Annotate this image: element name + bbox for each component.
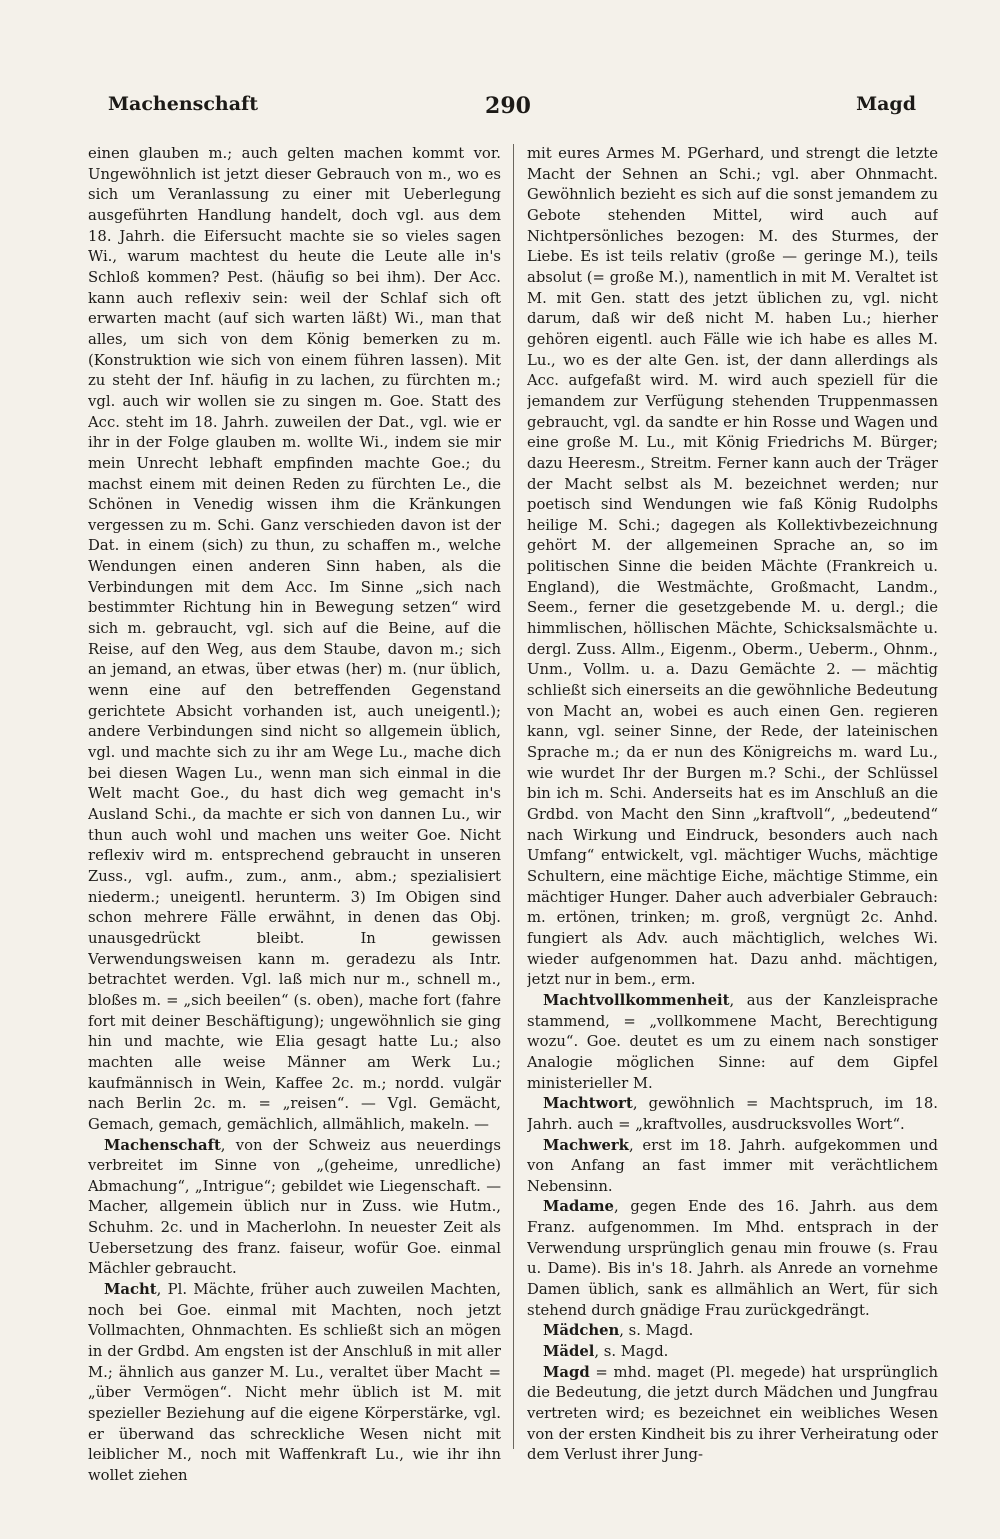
header-left-keyword: Machenschaft [108,93,258,115]
entry-machtwort: Machtwort, gewöhnlich = Machtspruch, im 18. Jahrh. auch = „kraftvolles, ausdrucksvolles Wort“. [527,1095,938,1133]
entry-maedchen: Mädchen, s. Magd. [543,1322,694,1340]
left-paragraph-1: einen glauben m.; auch gelten machen kommt vor. Ungewöhnlich ist jetzt dieser Gebrauch von m., wo es sich um Veranlassung zu einer mit Ueberlegung ausgeführten Handlung handelt, doch vgl. aus dem 18. Jahrh. die Eifersucht machte sie so vieles sagen Wi., warum machtest du heute die Leute alle in's Schloß kommen? Pest. (häufig so bei ihm). Der Acc. kann auch reflexiv sein: weil der Schlaf sich oft erwarten macht (auf sich warten läßt) Wi., man that alles, um sich von dem König bemerken zu m. (Konstruktion wie sich von einem führen lassen). Mit zu steht der Inf. häufig in zu lachen, zu fürchten m.; vgl. auch wir wollen sie zu singen m. Goe. Statt des Acc. steht im 18. Jahrh. zuweilen der Dat., vgl. wie er ihr in der Folge glauben m. wollte Wi., indem sie mir mein Unrecht lebhaft empfinden machte Goe.; du machst einem mit deinen Reden zu fürchten Le., die Schönen in Venedig wissen ihm die Kränkungen vergessen zu m. Schi. Ganz verschieden davon ist der Dat. in einem (sich) zu thun, zu schaffen m., welche Wendungen einen anderen Sinn haben, als die Verbindungen mit dem Acc. Im Sinne „sich nach bestimmter Richtung hin in Bewegung setzen“ wird sich m. gebraucht, vgl. sich auf die Beine, auf die Reise, auf den Weg, aus dem Staube, davon m.; sich an jemand, an etwas, über etwas (her) m. (nur üblich, wenn eine auf den betreffenden Gegenstand gerichtete Absicht vorhanden ist, auch uneigentl.); andere Verbindungen sind nicht so allgemein üblich, vgl. und machte sich zu ihr am Wege Lu., mache dich bei diesen Wagen Lu., wenn man sich einmal in die Welt macht Goe., du hast dich weg gemacht in's Ausland Schi., da machte er sich von dannen Lu., wir thun auch wohl und machen uns weiter Goe. Nicht reflexiv wird m. entsprechend gebraucht in unseren Zuss., vgl. aufm., zum., anm., abm.; spezialisiert niederm.; uneigentl. herunterm. 3) Im Obigen sind schon mehrere Fälle erwähnt, in denen das Obj. unausgedrückt bleibt. In gewissen Verwendungsweisen kann m. geradezu als Intr. betrachtet werden. Vgl. laß mich nur m., schnell m., bloßes m. = „sich beeilen“ (s. oben), mache fort (fahre fort mit deiner Beschäftigung); ungewöhnlich sie ging hin und machte, wie Elia gesagt hatte Lu.; also machten alle weise Männer am Werk Lu.; kaufmännisch in Wein, Kaffee 2c. m.; nordd. vulgär nach Berlin 2c. m. = „reisen“. — Vgl. Gemächt, Gemach, gemach, gemächlich, allmählich, makeln. — [88,145,501,1133]
right-paragraph-1: mit eures Armes M. PGerhard, und strengt die letzte Macht der Sehnen an Schi.; vgl. aber Ohnmacht. Gewöhnlich bezieht es sich auf die sonst jemandem zu Gebote stehenden Mittel, wird auch auf Nichtpersönliches bezogen: M. des Sturmes, der Liebe. Es ist teils relativ (große — geringe M.), teils absolut (= große M.), namentlich in mit M. Veraltet ist M. mit Gen. statt des jetzt üblichen zu, vgl. nicht darum, daß wir deß nicht M. haben Lu.; hierher gehören eigentl. auch Fälle wie ich habe es alles M. Lu., wo es der alte Gen. ist, der dann allerdings als Acc. aufgefaßt wird. M. wird auch speziell für die jemandem zur Verfügung stehenden Truppenmassen gebraucht, vgl. da sandte er hin Rosse und Wagen und eine große M. Lu., mit König Friedrichs M. Bürger; dazu Heeresm., Streitm. Ferner kann auch der Träger der Macht selbst als M. bezeichnet werden; nur poetisch sind Wendungen wie faß König Rudolphs heilige M. Schi.; dagegen als Kollektivbezeichnung gehört M. der allgemeinen Sprache an, so im politischen Sinne die beiden Mächte (Frankreich u. England), die Westmächte, Großmacht, Landm., Seem., ferner die gesetzgebende M. u. dergl.; die himmlischen, höllischen Mächte, Schicksalsmächte u. dergl. Zuss. Allm., Eigenm., Oberm., Ueberm., Ohnm., Unm., Vollm. u. a. Dazu Gemächte 2. — mächtig schließt sich einerseits an die gewöhnliche Bedeutung von Macht an, wobei es auch einen Gen. regieren kann, vgl. seiner Sinne, der Rede, der lateinischen Sprache m.; da er nun des Königreichs m. ward Lu., wie wurdet Ihr der Burgen m.? Schi., der Schlüssel bin ich m. Schi. Anderseits hat es im Anschluß an die Grdbd. von Macht den Sinn „kraftvoll“, „bedeutend“ nach Wirkung und Eindruck, besonders auch nach Umfang“ entwickelt, vgl. mächtiger Wuchs, mächtige Schultern, eine mächtige Eiche, mächtige Stimme, ein mächtiger Hunger. Daher auch adverbialer Gebrauch: m. ertönen, trinken; m. groß, vergnügt 2c. Anhd. fungiert als Adv. auch mächtiglich, welches Wi. wieder aufgenommen hat. Dazu anhd. mächtigen, jetzt nur in bem., erm. [527,145,938,989]
page-number: 290 [485,93,531,119]
column-divider [513,144,514,1449]
entry-machtvollkommenheit: Machtvollkommenheit, aus der Kanzleisprache stammend, = „vollkommene Macht, Berechtigung wozu“. Goe. deutet es um zu einem nach sonstiger Analogie möglichen Sinne: auf dem Gipfel ministerieller M. [527,991,938,1092]
entry-machwerk: Machwerk, erst im 18. Jahrh. aufgekommen und von Anfang an fast immer mit verächtlichem Nebensinn. [527,1136,938,1195]
left-column [88,144,501,1504]
header-right-keyword: Magd [856,93,916,115]
right-column [527,144,938,1504]
entry-madame: Madame, gegen Ende des 16. Jahrh. aus dem Franz. aufgenommen. Im Mhd. entsprach in der Verwendung ursprünglich genau min frouwe (s. Frau u. Dame). Bis in's 18. Jahrh. als Anrede an vornehme Damen üblich, sank es allmählich an Wert, für sich stehend durch gnädige Frau zurückgedrängt. [527,1198,938,1319]
entry-magd: Magd = mhd. maget (Pl. megede) hat ursprünglich die Bedeutung, die jetzt durch Mädchen und Jungfrau vertreten wird; es bezeichnet ein weibliches Wesen von der ersten Kindheit bis zu ihrer Verheiratung oder dem Verlust ihrer Jung- [527,1363,938,1464]
entry-machenschaft: Machenschaft, von der Schweiz aus neuerdings verbreitet im Sinne von „(geheime, unredliche) Abmachung“, „Intrigue“; gebildet wie Liegenschaft. — Macher, allgemein üblich nur in Zuss. wie Hutm., Schuhm. 2c. und in Macherlohn. In neuester Zeit als Uebersetzung des franz. faiseur, wofür Goe. einmal Mächler gebraucht. [88,1136,501,1278]
entry-macht: Macht, Pl. Mächte, früher auch zuweilen Machten, noch bei Goe. einmal mit Machten, noch jetzt Vollmachten, Ohnmachten. Es schließt sich an mögen in der Grdbd. Am engsten ist der Anschluß in mit aller M.; ähnlich aus ganzer M. Lu., veraltet über Macht = „über Vermögen“. Nicht mehr üblich ist M. mit spezieller Beziehung auf die eigene Körperstärke, vgl. er überwand das schreckliche Wesen nicht mit leiblicher M., noch mit Waffenkraft Lu., wie ihr ihn wollet ziehen [88,1281,501,1484]
entry-maedel: Mädel, s. Magd. [543,1343,669,1361]
page-header [80,93,936,123]
